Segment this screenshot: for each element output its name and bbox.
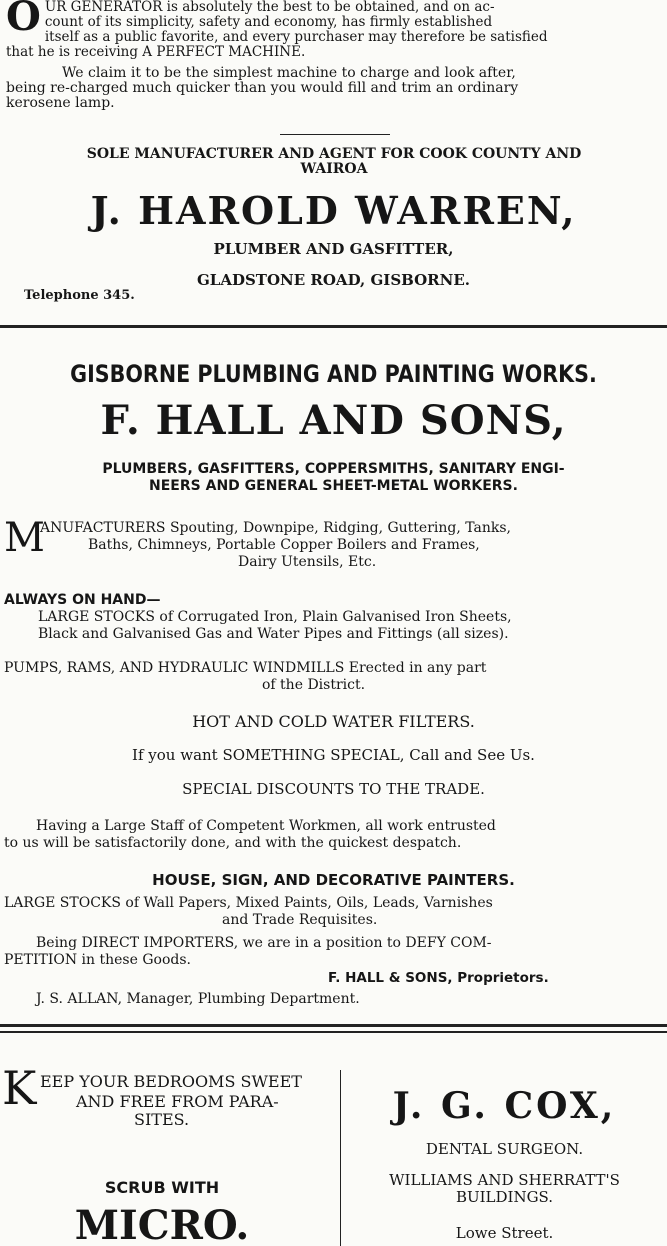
cox-building-line-1: WILLIAMS AND SHERRATT'S <box>389 1171 620 1189</box>
proprietors: F. HALL & SONS, Proprietors. <box>328 970 549 986</box>
cox-street: Lowe Street. <box>455 1224 554 1242</box>
cox-building-line-2: BUILDINGS. <box>455 1188 554 1206</box>
trades <box>2 461 665 495</box>
generator-para2-line-2: being re-charged much quicker than you would fill and trim an ordinary <box>6 80 519 96</box>
direct-importers <box>4 935 664 969</box>
firm-name: F. HALL AND SONS, <box>100 397 567 444</box>
manufacturers-line-3: Dairy Utensils, Etc. <box>238 554 377 570</box>
generator-line-4: that he is receiving A PERFECT MACHINE. <box>6 44 306 60</box>
manager: J. S. ALLAN, Manager, Plumbing Department. <box>36 991 360 1007</box>
cox-building <box>342 1172 667 1206</box>
warren-trade: PLUMBER AND GASFITTER, <box>213 240 454 258</box>
manufacturers-line-1: ANUFACTURERS Spouting, Downpipe, Ridging, Guttering, Tanks, <box>40 520 511 536</box>
water-filters: HOT AND COLD WATER FILTERS. <box>192 712 475 731</box>
micro-line-1: EEP YOUR BEDROOMS SWEET <box>40 1072 302 1091</box>
special-discounts: SPECIAL DISCOUNTS TO THE TRADE. <box>182 780 485 798</box>
agent-line-2: WAIROA <box>300 161 368 177</box>
generator-line-3: itself as a public favorite, and every purchaser may therefore be satisfied <box>44 29 548 45</box>
warren-telephone: Telephone 345. <box>24 288 135 303</box>
wall-paper-stocks <box>4 895 664 929</box>
always-on-hand-heading: ALWAYS ON HAND— <box>4 592 161 608</box>
stocks-line-1: LARGE STOCKS of Wall Papers, Mixed Paints, Oils, Leads, Varnishes <box>4 895 493 911</box>
generator-para-2 <box>6 66 662 111</box>
agent-line-1: SOLE MANUFACTURER AND AGENT FOR COOK COUNTY AND <box>86 146 582 162</box>
always-on-hand-line-2: Black and Galvanised Gas and Water Pipes and Fittings (all sizes). <box>38 626 509 642</box>
warren-name: J. HAROLD WARREN, <box>90 188 577 233</box>
micro-line-2: AND FREE FROM PARA- <box>76 1092 279 1111</box>
column-divider <box>340 1070 341 1246</box>
pumps-line-2: of the District. <box>262 677 366 693</box>
manufacturers-block <box>4 515 664 571</box>
something-special: If you want SOMETHING SPECIAL, Call and See Us. <box>132 746 535 764</box>
always-on-hand <box>4 592 664 643</box>
generator-line-1: UR GENERATOR is absolutely the best to be obtained, and on ac- <box>44 0 495 15</box>
drop-cap-m: M <box>4 515 45 561</box>
manufacturers-line-2: Baths, Chimneys, Portable Copper Boilers and Frames, <box>88 537 480 553</box>
importers-line-2: PETITION in these Goods. <box>4 952 191 968</box>
importers-line-1: Being DIRECT IMPORTERS, we are in a position to DEFY COM- <box>36 935 492 951</box>
section-rule-double-2 <box>0 1031 667 1033</box>
generator-ad <box>6 0 662 111</box>
stocks-line-2: and Trade Requisites. <box>222 912 378 928</box>
agent-line <box>6 147 662 177</box>
scrub-with: SCRUB WITH <box>104 1178 220 1197</box>
divider-rule <box>280 134 390 135</box>
staff-notice <box>4 818 664 852</box>
micro-line-3: SITES. <box>134 1110 190 1129</box>
drop-cap-o: O <box>6 0 41 40</box>
section-rule <box>0 325 667 328</box>
cox-title: DENTAL SURGEON. <box>425 1140 584 1158</box>
section-rule-double <box>0 1024 667 1027</box>
staff-line-1: Having a Large Staff of Competent Workmen, all work entrusted <box>36 818 496 834</box>
generator-line-2: count of its simplicity, safety and economy, has firmly established <box>44 14 493 30</box>
warren-address: GLADSTONE ROAD, GISBORNE. <box>196 271 471 289</box>
always-on-hand-line-1: LARGE STOCKS of Corrugated Iron, Plain Galvanised Iron Sheets, <box>38 609 512 625</box>
generator-intro <box>6 0 662 60</box>
micro-ad <box>2 1061 334 1246</box>
drop-cap-k: K <box>2 1061 37 1115</box>
generator-para2-line-1: We claim it to be the simplest machine to charge and look after, <box>62 65 516 81</box>
trades-line-1: PLUMBERS, GASFITTERS, COPPERSMITHS, SANITARY ENGI- <box>102 461 565 477</box>
staff-line-2: to us will be satisfactorily done, and with the quickest despatch. <box>4 835 462 851</box>
works-heading: GISBORNE PLUMBING AND PAINTING WORKS. <box>70 360 597 388</box>
cox-ad <box>342 1068 667 1246</box>
generator-para2-line-3: kerosene lamp. <box>6 95 115 111</box>
pumps-line-1: PUMPS, RAMS, AND HYDRAULIC WINDMILLS Erected in any part <box>4 660 487 676</box>
pumps-windmills <box>4 660 664 694</box>
micro-product: MICRO. <box>74 1202 250 1246</box>
cox-name: J. G. COX, <box>392 1085 617 1127</box>
trades-line-2: NEERS AND GENERAL SHEET-METAL WORKERS. <box>149 478 518 494</box>
painters-heading: HOUSE, SIGN, AND DECORATIVE PAINTERS. <box>152 871 515 889</box>
